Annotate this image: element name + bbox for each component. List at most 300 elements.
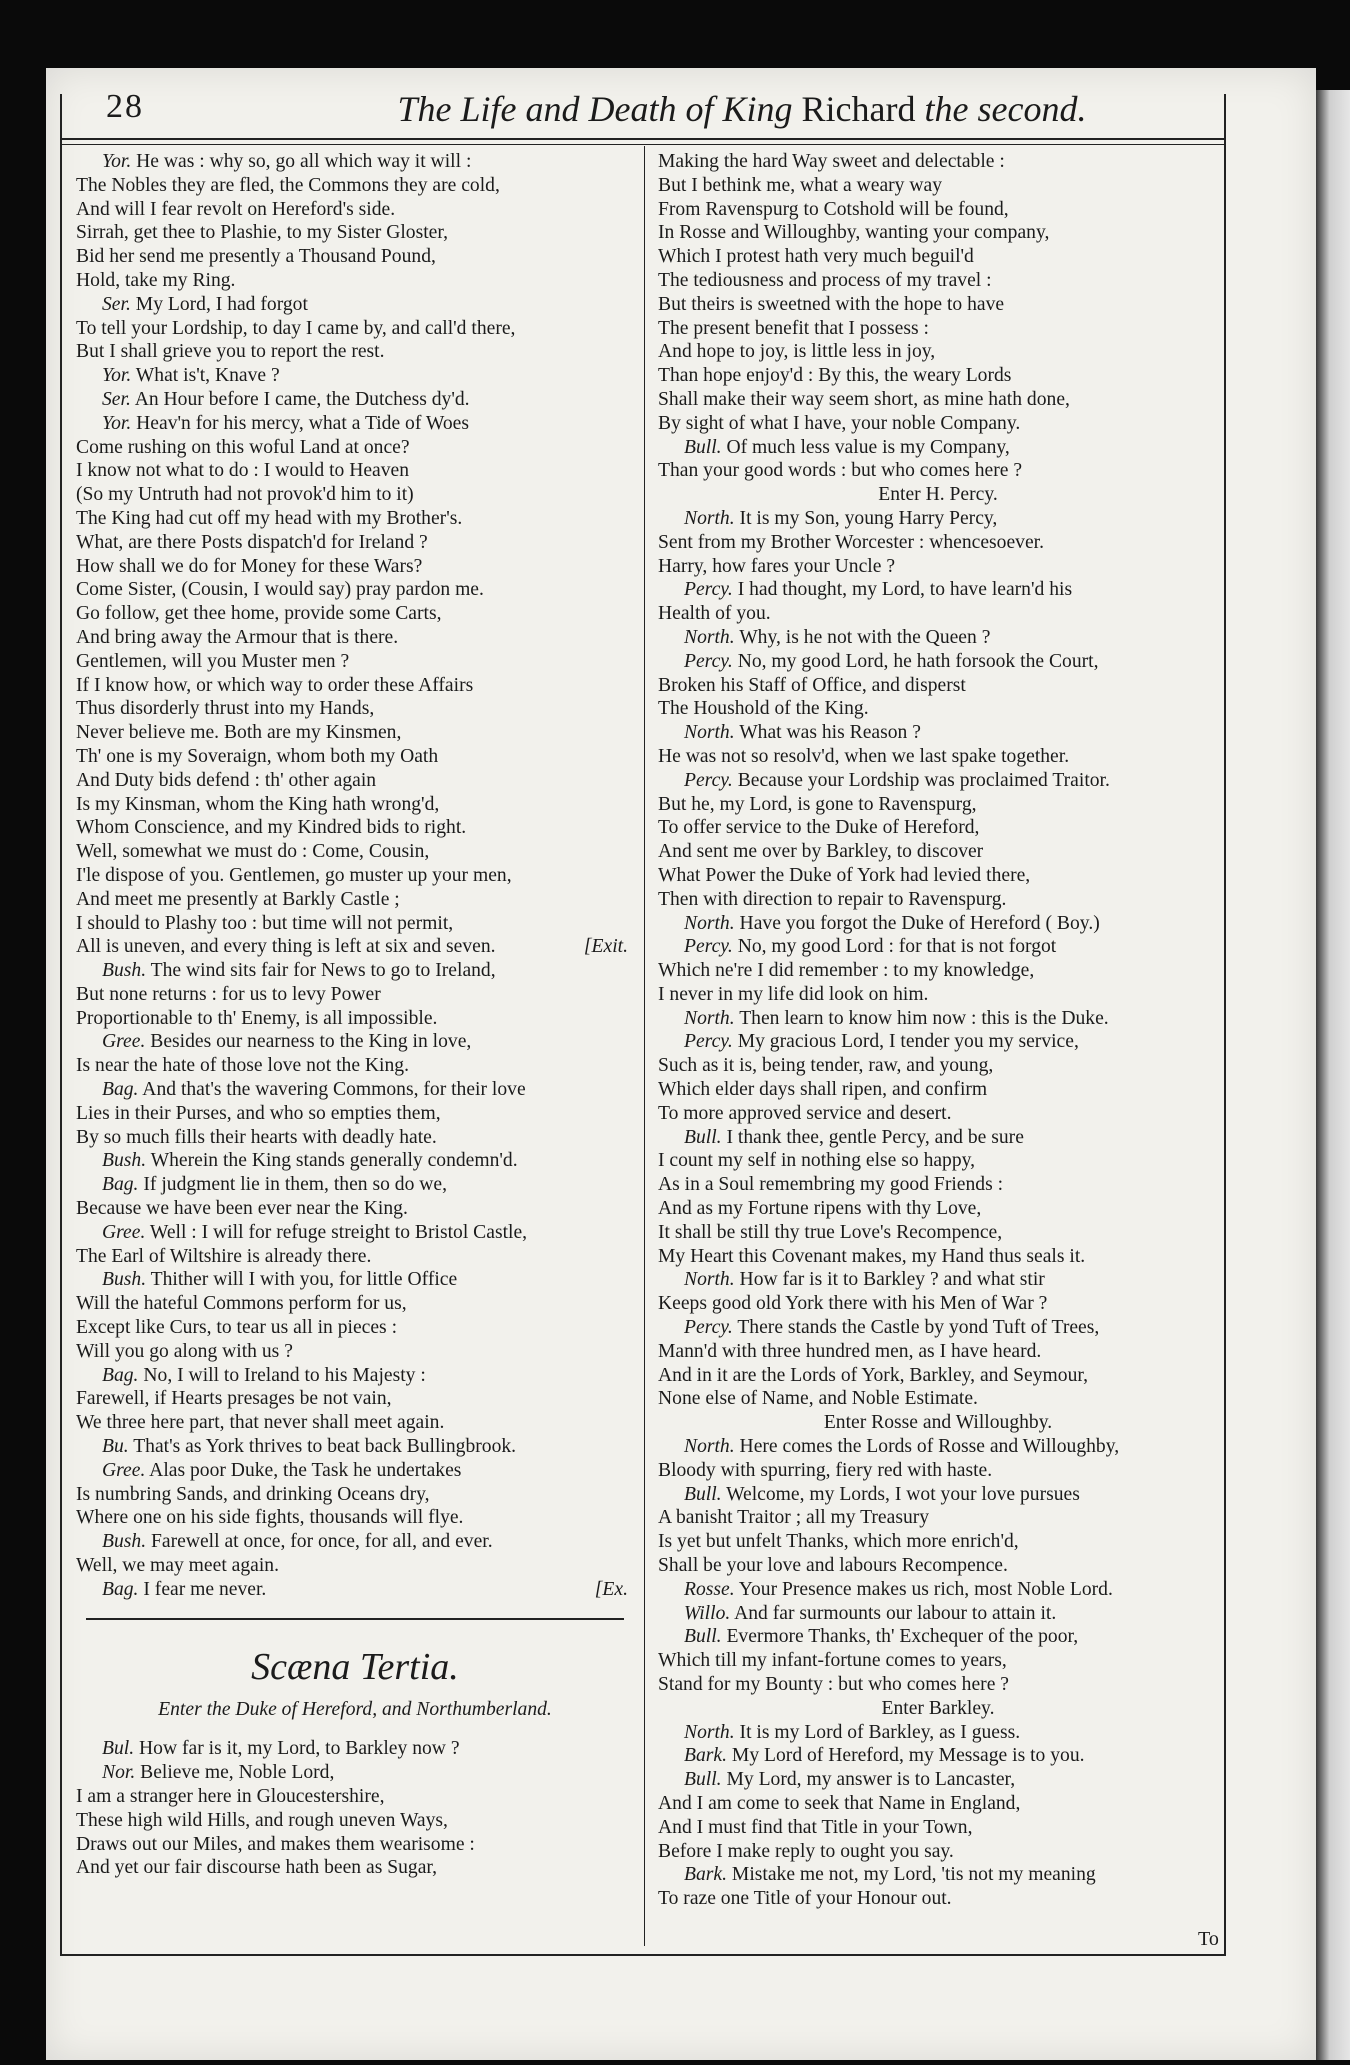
verse-text: To tell your Lordship, to day I came by, and call'd there, <box>76 317 516 339</box>
verse-text: The wind sits fair for News to go to Ireland, <box>150 960 496 982</box>
text-line <box>76 1530 634 1554</box>
text-line <box>76 269 634 293</box>
text-line <box>76 1737 634 1761</box>
text-line <box>76 317 634 341</box>
speaker-name: Percy. <box>684 579 733 601</box>
text-line <box>76 1126 634 1150</box>
speaker-name: Percy. <box>684 936 733 958</box>
speaker-name: Bull. <box>684 1626 722 1648</box>
text-line <box>76 959 634 983</box>
text-line <box>658 1506 1218 1530</box>
verse-text: Except like Curs, to tear us all in pieces : <box>76 1317 398 1339</box>
verse-text: Is yet but unfelt Thanks, which more enrich'd, <box>658 1531 1019 1553</box>
verse-text: And bring away the Armour that is there. <box>76 626 399 648</box>
verse-text: I count my self in nothing else so happy, <box>658 1150 976 1172</box>
verse-text: But I bethink me, what a weary way <box>658 174 943 196</box>
text-line <box>658 793 1218 817</box>
verse-text: An Hour before I came, the Dutchess dy'd. <box>134 388 470 410</box>
text-line <box>658 1292 1218 1316</box>
text-line <box>658 1173 1218 1197</box>
text-line <box>658 459 1218 483</box>
verse-text: I thank thee, gentle Percy, and be sure <box>726 1126 1024 1148</box>
text-line <box>658 293 1218 317</box>
verse-text: Wherein the King stands generally condemn'd. <box>150 1150 518 1172</box>
verse-text: Farewell at once, for once, for all, and ever. <box>151 1531 493 1553</box>
verse-text: These high wild Hills, and rough uneven Ways, <box>76 1809 448 1831</box>
text-line <box>76 840 634 864</box>
verse-text: Besides our nearness to the King in love, <box>150 1031 472 1053</box>
speaker-name: Bush. <box>102 1150 147 1172</box>
text-line <box>76 1761 634 1785</box>
verse-text: Because we have been ever near the King. <box>76 1198 408 1220</box>
exit-direction: [Ex. <box>594 1578 628 1600</box>
verse-text: Which ne're I did remember : to my knowledge, <box>658 960 1035 982</box>
text-line <box>76 293 634 317</box>
verse-text: There stands the Castle by yond Tuft of Trees, <box>737 1317 1100 1339</box>
text-line <box>76 174 634 198</box>
verse-text: Go follow, get thee home, provide some Carts, <box>76 603 442 625</box>
scene-title: Scæna Tertia. <box>251 1645 459 1688</box>
verse-text: The Houshold of the King. <box>658 698 869 720</box>
right-column-dialogue <box>658 150 1218 1911</box>
verse-text: Such as it is, being tender, raw, and young, <box>658 1055 994 1077</box>
verse-text: No, my good Lord, he hath forsook the Court, <box>737 650 1099 672</box>
text-line <box>76 1411 634 1435</box>
verse-text: What, are there Posts dispatch'd for Ireland ? <box>76 531 428 553</box>
text-line <box>658 1744 1218 1768</box>
verse-text: Lies in their Purses, and who so empties them, <box>76 1102 441 1124</box>
text-line <box>76 912 634 936</box>
running-title <box>262 88 1222 130</box>
spacer <box>76 1721 634 1737</box>
text-line <box>76 816 634 840</box>
speaker-name: Bush. <box>102 960 147 982</box>
text-line <box>658 888 1218 912</box>
text-line <box>658 650 1218 674</box>
text-line <box>76 626 634 650</box>
verse-text: To offer service to the Duke of Hereford, <box>658 817 980 839</box>
text-line <box>76 1078 634 1102</box>
page-frame <box>60 88 1226 1956</box>
text-line <box>76 459 634 483</box>
text-line <box>76 674 634 698</box>
verse-text: The Earl of Wiltshire is already there. <box>76 1245 372 1267</box>
speaker-name: Bag. <box>102 1174 139 1196</box>
verse-text: I am a stranger here in Gloucestershire, <box>76 1786 385 1807</box>
text-line <box>76 745 634 769</box>
left-column-dialogue-scene-3 <box>76 1737 634 1880</box>
verse-text: Evermore Thanks, th' Exchequer of the poor, <box>726 1626 1079 1648</box>
catchword: To <box>1198 1928 1219 1950</box>
verse-text: Where one on his side fights, thousands will flye. <box>76 1507 464 1529</box>
text-line <box>658 221 1218 245</box>
text-line <box>76 1483 634 1507</box>
verse-text: My Heart this Covenant makes, my Hand thus seals it. <box>658 1245 1086 1267</box>
verse-text: I should to Plashy too : but time will not permit, <box>76 912 454 934</box>
verse-text: We three here part, that never shall meet again. <box>76 1412 445 1434</box>
text-line <box>658 531 1218 555</box>
text-line <box>658 245 1218 269</box>
verse-text: But theirs is sweetned with the hope to have <box>658 293 1005 315</box>
verse-text: Draws out our Miles, and makes them wearisome : <box>76 1833 475 1855</box>
text-line <box>76 507 634 531</box>
verse-text: The tediousness and process of my travel : <box>658 269 992 291</box>
text-line <box>76 1364 634 1388</box>
scene-stage-direction: Enter the Duke of Hereford, and Northumberland. <box>158 1698 552 1720</box>
verse-text: And meet me presently at Barkly Castle ; <box>76 888 400 910</box>
text-line <box>76 1102 634 1126</box>
text-line <box>658 1102 1218 1126</box>
speaker-name: North. <box>684 1007 735 1029</box>
verse-text: All is uneven, and every thing is left at six and seven. <box>76 936 496 958</box>
verse-text: And yet our fair discourse hath been as Sugar, <box>76 1857 438 1879</box>
text-line <box>76 769 634 793</box>
text-line <box>76 650 634 674</box>
speaker-name: Rosse. <box>684 1578 735 1600</box>
speaker-name: Bag. <box>102 1079 139 1101</box>
verse-text: And that's the wavering Commons, for their love <box>142 1079 526 1101</box>
verse-text: Why, is he not with the Queen ? <box>739 626 991 648</box>
verse-text: Alas poor Duke, the Task he undertakes <box>149 1459 462 1481</box>
speaker-name: Percy. <box>684 769 733 791</box>
verse-text: Keeps good old York there with his Men of War ? <box>658 1293 1048 1315</box>
text-line <box>76 483 634 507</box>
verse-text: Then learn to know him now : this is the Duke. <box>739 1007 1109 1029</box>
speaker-name: North. <box>684 1269 735 1291</box>
speaker-name: Bul. <box>102 1738 135 1760</box>
text-line <box>658 1364 1218 1388</box>
verse-text: Making the hard Way sweet and delectable : <box>658 151 1005 172</box>
verse-text: To raze one Title of your Honour out. <box>658 1888 952 1910</box>
text-line <box>76 1221 634 1245</box>
text-line <box>658 1007 1218 1031</box>
text-line <box>658 1340 1218 1364</box>
verse-text: Proportionable to th' Enemy, is all impossible. <box>76 1007 438 1029</box>
scene-rule <box>86 1618 624 1632</box>
speaker-name: North. <box>684 1721 735 1743</box>
text-line <box>658 269 1218 293</box>
text-line <box>658 1863 1218 1887</box>
verse-text: Thus disorderly thrust into my Hands, <box>76 698 375 720</box>
verse-text: If judgment lie in them, then so do we, <box>143 1174 448 1196</box>
verse-text: But none returns : for us to levy Power <box>76 983 381 1005</box>
verse-text: None else of Name, and Noble Estimate. <box>658 1388 978 1410</box>
verse-text: Well, somewhat we must do : Come, Cousin, <box>76 841 430 863</box>
speaker-name: Bull. <box>684 1126 722 1148</box>
speaker-name: Percy. <box>684 1031 733 1053</box>
text-line <box>658 1078 1218 1102</box>
next-page-edge <box>1316 90 1350 2060</box>
verse-text: A banisht Traitor ; all my Treasury <box>658 1507 930 1529</box>
text-line <box>658 388 1218 412</box>
text-line <box>76 1197 634 1221</box>
speaker-name: North. <box>684 626 735 648</box>
verse-text: What was his Reason ? <box>739 722 921 744</box>
speaker-name: North. <box>684 722 735 744</box>
verse-text: That's as York thrives to beat back Bullingbrook. <box>133 1436 517 1458</box>
text-line <box>658 1268 1218 1292</box>
text-line <box>76 1578 634 1602</box>
text-line <box>76 436 634 460</box>
text-line <box>658 1554 1218 1578</box>
verse-text: Broken his Staff of Office, and disperst <box>658 674 966 696</box>
text-line <box>76 793 634 817</box>
verse-text: Shall be your love and labours Recompence. <box>658 1555 1008 1577</box>
page-header <box>62 88 1224 140</box>
verse-text: I had thought, my Lord, to have learn'd his <box>737 579 1073 601</box>
text-line <box>76 1856 634 1880</box>
verse-text: But he, my Lord, is gone to Ravenspurg, <box>658 793 977 815</box>
stage-direction-text: Enter Barkley. <box>881 1697 995 1719</box>
speaker-name: Bull. <box>684 436 722 458</box>
text-line <box>658 1245 1218 1269</box>
text-line <box>76 1316 634 1340</box>
verse-text: Bid her send me presently a Thousand Pound, <box>76 246 436 268</box>
text-line <box>658 174 1218 198</box>
verse-text: Of much less value is my Company, <box>726 436 1010 458</box>
verse-text: Because your Lordship was proclaimed Traitor. <box>737 769 1110 791</box>
text-line <box>76 1340 634 1364</box>
verse-text: And I am come to seek that Name in England, <box>658 1792 1021 1814</box>
text-line <box>658 1459 1218 1483</box>
verse-text: I fear me never. <box>143 1578 267 1600</box>
verse-text: The King had cut off my head with my Brother's. <box>76 507 463 529</box>
verse-text: And as my Fortune ripens with thy Love, <box>658 1198 982 1220</box>
speaker-name: Bark. <box>684 1745 727 1767</box>
text-line <box>658 745 1218 769</box>
verse-text: If I know how, or which way to order these Affairs <box>76 674 474 696</box>
verse-text: And Duty bids defend : th' other again <box>76 769 377 791</box>
speaker-name: Percy. <box>684 1317 733 1339</box>
stage-direction <box>658 1411 1218 1435</box>
text-line <box>76 245 634 269</box>
speaker-name: Willo. <box>684 1602 731 1624</box>
verse-text: Is near the hate of those love not the King. <box>76 1055 409 1077</box>
verse-text: And hope to joy, is little less in joy, <box>658 341 936 363</box>
text-line <box>76 935 634 959</box>
text-line <box>76 888 634 912</box>
speaker-name: North. <box>684 507 735 529</box>
text-line <box>658 1887 1218 1911</box>
verse-text: How shall we do for Money for these Wars? <box>76 555 423 577</box>
text-line <box>658 864 1218 888</box>
text-line <box>658 1625 1218 1649</box>
text-line <box>658 1840 1218 1864</box>
verse-text: I'le dispose of you. Gentlemen, go muster up your men, <box>76 864 512 886</box>
verse-text: Sirrah, get thee to Plashie, to my Sister Gloster, <box>76 222 448 244</box>
text-line <box>658 340 1218 364</box>
verse-text: And I must find that Title in your Town, <box>658 1816 973 1838</box>
text-line <box>658 1602 1218 1626</box>
speaker-name: Percy. <box>684 650 733 672</box>
text-line <box>76 1149 634 1173</box>
text-line <box>658 816 1218 840</box>
speaker-name: Ser. <box>102 388 131 410</box>
text-line <box>658 1578 1218 1602</box>
verse-text: No, my good Lord : for that is not forgot <box>737 936 1057 958</box>
speaker-name: Gree. <box>102 1221 146 1243</box>
verse-text: My Lord, I had forgot <box>135 293 308 315</box>
speaker-name: Bag. <box>102 1364 139 1386</box>
verse-text: The Nobles they are fled, the Commons they are cold, <box>76 174 500 196</box>
verse-text: I never in my life did look on him. <box>658 983 929 1005</box>
text-line <box>76 555 634 579</box>
verse-text: I know not what to do : I would to Heaven <box>76 460 410 482</box>
text-line <box>76 198 634 222</box>
text-line <box>76 531 634 555</box>
text-line <box>658 626 1218 650</box>
text-line <box>76 578 634 602</box>
text-line <box>76 1268 634 1292</box>
text-line <box>76 340 634 364</box>
verse-text: He was not so resolv'd, when we last spake together. <box>658 745 1070 767</box>
text-line <box>658 1530 1218 1554</box>
verse-text: Hold, take my Ring. <box>76 269 236 291</box>
text-line <box>658 1673 1218 1697</box>
text-line <box>658 1435 1218 1459</box>
speaker-name: Yor. <box>102 412 132 434</box>
stage-direction-text: Enter H. Percy. <box>878 484 998 506</box>
speaker-name: Yor. <box>102 151 132 172</box>
verse-text: To more approved service and desert. <box>658 1102 952 1124</box>
verse-text: Come rushing on this woful Land at once? <box>76 436 410 458</box>
verse-text: But I shall grieve you to report the rest. <box>76 341 385 363</box>
text-line <box>76 1554 634 1578</box>
speaker-name: Bull. <box>684 1483 722 1505</box>
verse-text: Then with direction to repair to Ravenspurg. <box>658 888 1007 910</box>
text-line <box>76 1007 634 1031</box>
verse-text: Is my Kinsman, whom the King hath wrong'd, <box>76 793 440 815</box>
verse-text: Mann'd with three hundred men, as I have heard. <box>658 1340 1042 1362</box>
exit-direction: [Exit. <box>583 936 628 958</box>
verse-text: It is my Son, young Harry Percy, <box>739 507 998 529</box>
verse-text: Th' one is my Soveraign, whom both my Oath <box>76 745 439 767</box>
verse-text: Come Sister, (Cousin, I would say) pray pardon me. <box>76 579 484 601</box>
text-line <box>658 912 1218 936</box>
verse-text: Than hope enjoy'd : By this, the weary Lords <box>658 365 1012 387</box>
text-line <box>658 198 1218 222</box>
verse-text: Welcome, my Lords, I wot your love pursues <box>726 1483 1080 1505</box>
verse-text: Gentlemen, will you Muster men ? <box>76 650 350 672</box>
text-line <box>658 1768 1218 1792</box>
left-column <box>76 150 634 1942</box>
text-line <box>76 697 634 721</box>
text-line <box>76 983 634 1007</box>
text-line <box>658 840 1218 864</box>
text-line <box>658 1649 1218 1673</box>
verse-text: Whom Conscience, and my Kindred bids to right. <box>76 817 467 839</box>
verse-text: My gracious Lord, I tender you my service, <box>737 1031 1079 1053</box>
running-title-part-3: the second. <box>915 89 1087 129</box>
text-line <box>658 1030 1218 1054</box>
text-line <box>76 1030 634 1054</box>
text-line <box>658 364 1218 388</box>
verse-text: Health of you. <box>658 603 771 625</box>
verse-text: No, I will to Ireland to his Majesty : <box>143 1364 426 1386</box>
verse-text: Never believe me. Both are my Kinsmen, <box>76 722 402 744</box>
speaker-name: Bush. <box>102 1531 147 1553</box>
verse-text: The present benefit that I possess : <box>658 317 929 339</box>
speaker-name: Nor. <box>102 1762 136 1784</box>
text-line <box>76 1435 634 1459</box>
text-line <box>658 697 1218 721</box>
speaker-name: Gree. <box>102 1459 146 1481</box>
speaker-name: Ser. <box>102 293 131 315</box>
verse-text: Well : I will for refuge streight to Bristol Castle, <box>149 1221 528 1243</box>
verse-text: And will I fear revolt on Hereford's side. <box>76 198 396 220</box>
text-line <box>658 1387 1218 1411</box>
verse-text: Before I make reply to ought you say. <box>658 1840 954 1862</box>
speaker-name: Bush. <box>102 1269 147 1291</box>
text-line <box>76 150 634 174</box>
verse-text: From Ravenspurg to Cotshold will be found, <box>658 198 1009 220</box>
speaker-name: Gree. <box>102 1031 146 1053</box>
text-line <box>658 1197 1218 1221</box>
text-line <box>658 436 1218 460</box>
verse-text: (So my Untruth had not provok'd him to it) <box>76 484 414 506</box>
text-line <box>658 769 1218 793</box>
text-line <box>658 150 1218 174</box>
text-line <box>76 1459 634 1483</box>
speaker-name: Yor. <box>102 365 132 387</box>
text-line <box>658 578 1218 602</box>
text-line <box>658 317 1218 341</box>
text-line <box>658 935 1218 959</box>
text-line <box>658 1483 1218 1507</box>
verse-text: It shall be still thy true Love's Recompence, <box>658 1221 1003 1243</box>
text-line <box>658 674 1218 698</box>
text-line <box>76 721 634 745</box>
text-line <box>658 1316 1218 1340</box>
text-line <box>76 412 634 436</box>
text-line <box>76 388 634 412</box>
verse-text: Well, we may meet again. <box>76 1555 279 1577</box>
verse-text: My Lord, my answer is to Lancaster, <box>726 1769 1016 1791</box>
text-line <box>76 1292 634 1316</box>
speaker-name: North. <box>684 1436 735 1458</box>
running-title-part-1: The Life and Death of King <box>397 89 802 129</box>
verse-text: How far is it, my Lord, to Barkley now ? <box>139 1738 460 1760</box>
verse-text: It is my Lord of Barkley, as I guess. <box>739 1721 1021 1743</box>
verse-text: Which till my infant-fortune comes to years, <box>658 1650 1007 1672</box>
verse-text: Which elder days shall ripen, and confirm <box>658 1079 988 1101</box>
verse-text: And far surmounts our labour to attain it. <box>734 1602 1057 1624</box>
text-line <box>658 983 1218 1007</box>
verse-text: Heav'n for his mercy, what a Tide of Woes <box>136 412 469 434</box>
text-line <box>658 721 1218 745</box>
verse-text: Mistake me not, my Lord, 'tis not my meaning <box>731 1864 1096 1886</box>
verse-text: Is numbring Sands, and drinking Oceans dry, <box>76 1483 430 1505</box>
text-line <box>658 1792 1218 1816</box>
text-line <box>658 959 1218 983</box>
speaker-name: Bag. <box>102 1578 139 1600</box>
text-line <box>76 221 634 245</box>
verse-text: Will you go along with us ? <box>76 1340 293 1362</box>
text-line <box>76 1387 634 1411</box>
verse-text: My Lord of Hereford, my Message is to you. <box>731 1745 1085 1767</box>
text-line <box>76 1173 634 1197</box>
verse-text: Bloody with spurring, fiery red with haste. <box>658 1459 993 1481</box>
verse-text: He was : why so, go all which way it will : <box>136 151 472 172</box>
verse-text: Here comes the Lords of Rosse and Willoughby, <box>739 1436 1120 1458</box>
verse-text: Believe me, Noble Lord, <box>140 1762 335 1784</box>
verse-text: Sent from my Brother Worcester : whencesoever. <box>658 531 1045 553</box>
text-line <box>76 1833 634 1857</box>
text-line <box>658 1054 1218 1078</box>
speaker-name: Bark. <box>684 1864 727 1886</box>
text-line <box>658 1721 1218 1745</box>
stage-direction <box>658 483 1218 507</box>
